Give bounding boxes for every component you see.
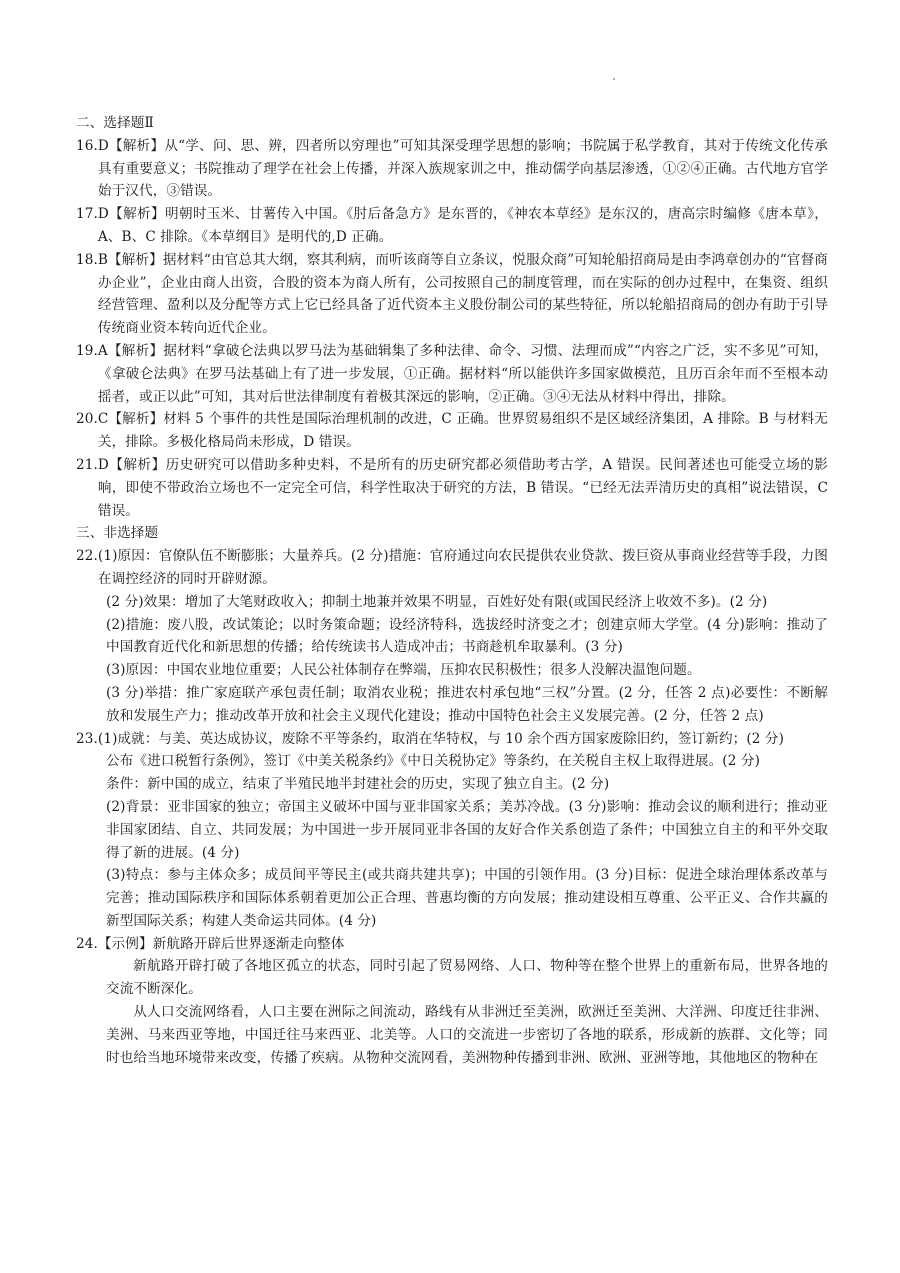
answer-text: D【解析】从“学、问、思、辨，四者所以穷理也”可知其深受理学思想的影响；书院属于私学教育，其对于传统文化传承具有重要意义；书院推动了理学在社会上传播，并深入族规家训之中，推动儒学向基层渗透，①②④正确。古代地方官学始于汉代，③错误。 bbox=[97, 137, 828, 200]
answer-18 bbox=[76, 249, 828, 340]
question-number: 17. bbox=[76, 206, 98, 223]
answer-22-line: (3 分)举措：推广家庭联产承包责任制；取消农业税；推进农村承包地“三权”分置。(2 分，任答 2 点)必要性：不断解放和发展生产力；推动改革开放和社会主义现代化建设；推动中国特色社会主义发展完善。(2 分，任答 2 点) bbox=[106, 684, 828, 724]
answer-22-line: (2 分)效果：增加了大笔财政收入；抑制土地兼并效果不明显，百姓好处有限(或国民经济上收效不多)。(2 分) bbox=[106, 593, 768, 610]
section-title-non-choice: 三、非选择题 bbox=[76, 525, 159, 542]
essay-paragraph: 新航路开辟打破了各地区孤立的状态，同时引起了贸易网络、人口、物种等在整个世界上的重新布局，世界各地的交流不断深化。 bbox=[106, 958, 828, 998]
answer-24-title: 24.【示例】新航路开辟后世界逐渐走向整体 bbox=[76, 935, 345, 952]
answer-21 bbox=[76, 454, 828, 522]
essay-paragraph: 从人口交流网络看，人口主要在洲际之间流动，路线有从非洲迁至美洲，欧洲迁至美洲、大洋洲、印度迁往非洲、美洲、马来西亚等地，中国迁往马来西亚、北美等。人口的交流进一步密切了各地的联系，形成新的族群、文化等；同时也给当地环境带来改变，传播了疾病。从物种交流网看，美洲物种传播到非洲、欧洲、亚洲等地，其他地区的物种在 bbox=[106, 1004, 828, 1066]
answer-20 bbox=[76, 408, 828, 454]
answer-23 bbox=[76, 728, 828, 751]
question-number: 22. bbox=[76, 548, 98, 565]
scan-speck bbox=[613, 78, 615, 80]
answer-document bbox=[76, 112, 828, 1069]
answer-22 bbox=[76, 545, 828, 591]
answer-24-essay bbox=[106, 955, 828, 1069]
answer-22-line: (3)原因：中国农业地位重要；人民公社体制存在弊端，压抑农民积极性；很多人没解决温饱问题。 bbox=[106, 662, 701, 679]
question-number: 23. bbox=[76, 730, 98, 747]
answer-text: A【解析】据材料“拿破仑法典以罗马法为基础辑集了多种法律、命令、习惯、法理而成”“内容之广泛，实不多见”可知，《拿破仑法典》在罗马法基础上有了进一步发展，①正确。据材料“所以能供许多国家做模范，且历百余年而不至根本动摇者，或正以此”可知，其对后世法律制度有着极其深远的影响，②正确。③④无法从材料中得出，排除。 bbox=[97, 342, 828, 405]
answer-23-line: (2)背景：亚非国家的独立；帝国主义破坏中国与亚非国家关系；美苏冷战。(3 分)影响：推动会议的顺利进行；推动亚非国家团结、自立、共同发展；为中国进一步开展同亚非各国的友好合作关系创造了条件；中国独立自主的和平外交取得了新的进展。(4 分) bbox=[106, 798, 828, 861]
answer-23-line: 公布《进口税暂行条例》，签订《中美关税条约》《中日关税协定》等条约，在关税自主权上取得进展。(2 分) bbox=[106, 753, 760, 770]
answer-text: D【解析】明朝时玉米、甘薯传入中国。《肘后备急方》是东晋的，《神农本草经》是东汉的，唐高宗时编修《唐本草》，A、B、C 排除。《本草纲目》是明代的,D 正确。 bbox=[97, 206, 828, 245]
answer-text: (1)原因：官僚队伍不断膨胀；大量养兵。(2 分)措施：官府通过向农民提供农业贷款、拨巨资从事商业经营等手段，力图在调控经济的同时开辟财源。 bbox=[97, 548, 828, 587]
answer-text: C【解析】材料 5 个事件的共性是国际治理机制的改进，C 正确。世界贸易组织不是区域经济集团，A 排除。B 与材料无关，排除。多极化格局尚未形成，D 错误。 bbox=[97, 411, 828, 451]
question-number: 16. bbox=[76, 137, 98, 154]
answer-23-line: (3)特点：参与主体众多；成员间平等民主(或共商共建共享)；中国的引领作用。(3 分)目标：促进全球治理体系改革与完善；推动国际秩序和国际体系朝着更加公正合理、普惠均衡的方向发展；推动建设相互尊重、公平正义、合作共赢的新型国际关系；构建人类命运共同体。(4 分) bbox=[106, 867, 828, 929]
question-number: 19. bbox=[76, 342, 98, 359]
question-number: 18. bbox=[76, 251, 98, 268]
answer-text: (1)成就：与美、英达成协议，废除不平等条约，取消在华特权，与 10 余个西方国家废除旧约，签订新约；(2 分) bbox=[97, 730, 785, 747]
answer-19 bbox=[76, 340, 828, 408]
question-number: 20. bbox=[76, 411, 98, 428]
answer-23-line: 条件：新中国的成立，结束了半殖民地半封建社会的历史，实现了独立自主。(2 分) bbox=[106, 776, 610, 793]
answer-text: B【解析】据材料“由官总其大纲，察其利病，而听该商等自立条议，悦服众商”可知轮船招商局是由李鸿章创办的“官督商办企业”，企业由商人出资，合股的资本为商人所有，公司按照自己的制度管理，而在实际的创办过程中，在集资、组织经营管理、盈利以及分配等方式上它已经具备了近代资本主义股份制公司的某些特征，所以轮船招商局的创办有助于引导传统商业资本转向近代企业。 bbox=[97, 251, 828, 337]
answer-22-line: (2)措施：废八股，改试策论；以时务策命题；设经济特科，选拔经时济变之才；创建京师大学堂。(4 分)影响：推动了中国教育近代化和新思想的传播；给传统读书人造成冲击；书商趁机牟取暴利。(3 分) bbox=[106, 616, 828, 656]
answer-text: D【解析】历史研究可以借助多种史料，不是所有的历史研究都必须借助考古学，A 错误。民间著述也可能受立场的影响，即使不带政治立场也不一定完全可信，科学性取决于研究的方法，B 错误。“已经无法弄清历史的真相”说法错误，C 错误。 bbox=[97, 456, 828, 519]
answer-17 bbox=[76, 203, 828, 249]
answer-16 bbox=[76, 135, 828, 203]
question-number: 21. bbox=[76, 456, 98, 473]
section-title-choice-2: 二、选择题Ⅱ bbox=[76, 115, 154, 131]
